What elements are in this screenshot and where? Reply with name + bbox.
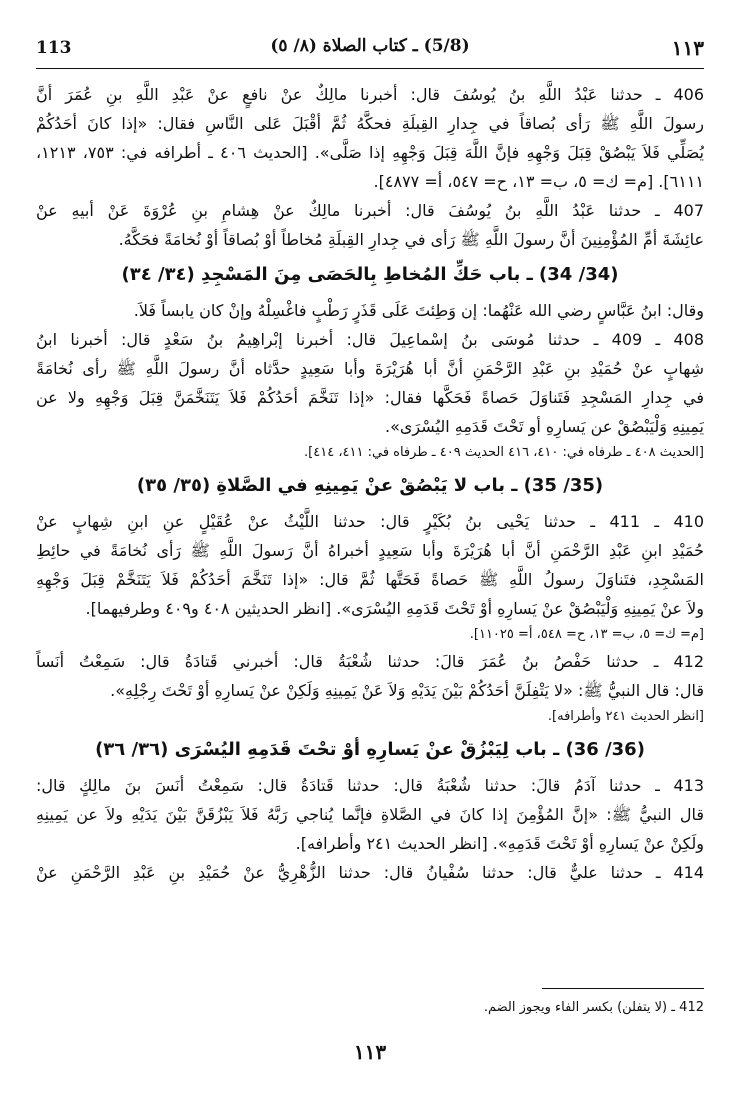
text-line: قال النبيُّ ﷺ: «إنَّ المُؤْمِنَ إذا كانَ في الصَّلاةِ فإنَّما يُناجي رَبَّهُ فَلاَ يَبْزُقَنَّ بَيْنَ يَدَيْهِ ولاَ عن يَمِينِهِ <box>36 805 704 824</box>
page-header <box>36 36 704 66</box>
text-line: قال: قال النبيُّ ﷺ: «لا يَتْفِلَنَّ أحَدُكُمْ بَيْنَ يَدَيْهِ وَلاَ عَنْ يَمِينِهِ وَلَكِنْ عنْ يَسارِهِ أوْ تَحْتَ رِجْلِهِ». <box>110 681 704 700</box>
text-line: 408 ـ 409 ـ حدثنا مُوسَى بنُ إسْماعِيلَ قال: أخبرنا إبْراهِيمُ بنُ سَعْدٍ قال: أخبرنا ابنُ <box>36 330 704 349</box>
text-line: وقال: ابنُ عَبَّاسٍ رضي الله عَنْهُما: إن وَطِئتَ عَلَى قَذَرٍ رَطْبٍ فاغْسِلْهُ وإنْ كان يابساً فَلاَ. <box>133 301 704 320</box>
text-line: في جِدارِ المَسْجِدِ فَتَناوَلَ حَصاةً فَحَكَّها فقال: «إذا تَنَخَّمَ أحَدُكُمْ فَلاَ يَتَنَخَّمَنَّ قِبَلَ وَجْهِهِ ولا عن <box>36 388 704 407</box>
text-line: 407 ـ حدثنا عَبْدُ اللَّهِ بنُ يُوسُفَ قال: أخبرنا مالِكٌ عنْ هِشامِ بنِ عُرْوَةَ عَنْ أبيهِ عنْ <box>36 201 704 220</box>
book-page <box>36 28 704 1078</box>
folio-number: ١١٣ <box>353 1040 387 1064</box>
chapter-heading: (36/ 36) ـ باب لِيَبْزُقْ عنْ يَسارِهِ أوْ تحْتَ قَدَمِهِ اليُسْرَى (٣٦/ ٣٦) <box>95 739 645 760</box>
text-line: 413 ـ حدثنا آدَمُ قالَ: حدثنا شُعْبَةُ قال: حدثنا قَتادَةُ قال: سَمِعْتُ أنَسَ بنَ مالِكٍ قال: <box>36 776 704 795</box>
text-line: 414 ـ حدثنا عليٌّ قال: حدثنا سُفْيانُ قال: حدثنا الزُّهْرِيُّ عنْ حُمَيْدِ بنِ عَبْدِ الرَّحْمَنِ عنْ <box>36 863 704 882</box>
chapter-heading: (34/ 34) ـ باب حَكِّ المُخاطِ بِالحَصَى مِنَ المَسْجِدِ (٣٤/ ٣٤) <box>121 264 619 285</box>
text-line: يَمِينِهِ وَلْيَبْصُقْ عن يَسارِهِ أو تَحْتَ قَدَمِهِ اليُسْرَى». <box>385 417 704 436</box>
text-line: حُمَيْدِ ابنِ عَبْدِ الرَّحْمَنِ أنَّ أبا هُرَيْرَةَ وأبا سَعِيدٍ أخبراهُ أنَّ رَسولَ اللَّهِ ﷺ رَأى نُخامَةً في حائِطِ <box>36 541 704 560</box>
text-line: يُصَلِّي فَلاَ يَبْصُقْ قِبَلَ وَجْهِهِ فإنَّ اللَّهَ قِبَلَ وَجْهِهِ إذا صَلَّى». [الحديث ٤٠٦ ـ أطرافه في: ٧٥٣، ١٢١٣، <box>36 143 704 162</box>
footnote: 412 ـ (لا يتفلن) بكسر الفاء ويجوز الضم. <box>483 1000 704 1015</box>
text-body <box>36 80 704 887</box>
text-line: ٦١١١]. [م= ك= ٥، ب= ١٣، ح= ٥٤٧، أ= ٤٨٧٧]. <box>373 172 704 191</box>
header-rule <box>36 68 704 69</box>
running-title: (5/8) ـ كتاب الصلاة (٨/ ٥) <box>270 36 470 56</box>
text-line: 410 ـ 411 ـ حدثنا يَحْيى بنُ بُكَيْرٍ قال: حدثنا اللَّيْثُ عنْ عُقَيْلٍ عنِ ابنِ شِهابٍ عنْ <box>36 512 704 531</box>
text-line: ولاَ عنْ يَمِينِهِ وَلْيَبْصُقْ عنْ يَسارِهِ أوْ تَحْتَ قَدَمِهِ اليُسْرَى». [انظر الحديثين ٤٠٨ و٤٠٩ وطرفيهما]. <box>85 599 704 618</box>
text-line: [م= ك= ٥، ب= ١٣، ح= ٥٤٨، أ= ١١٠٢٥]. <box>469 627 704 642</box>
text-line: عائِشَةَ أمِّ المُؤْمِنِينَ أنَّ رسولَ اللَّهِ ﷺ رَأى في جِدارِ القِبلَةِ مُخاطاً أوْ بُصاقاً أوْ نُخامَةً فحَكَّهُ. <box>118 230 704 249</box>
text-line: ولَكِنْ عنْ يَسارِهِ أوْ تَحْتَ قَدَمِهِ». [انظر الحديث ٢٤١ وأطرافه]. <box>295 834 704 853</box>
chapter-heading: (35/ 35) ـ باب لا يَبْصُقْ عنْ يَمِينِهِ في الصَّلاةِ (٣٥/ ٣٥) <box>136 475 604 496</box>
text-line: شِهابٍ عنْ حُمَيْدِ بنِ عَبْدِ الرَّحْمَنِ أنَّ أبا هُرَيْرَةَ وأبا سَعِيدٍ حدَّثاه أنَّ رسولَ اللَّهِ ﷺ رأى نُخامَةً <box>36 359 704 378</box>
page-number-latin: 113 <box>36 38 72 58</box>
footnote-rule <box>542 988 704 989</box>
text-line: رسولَ اللَّهِ ﷺ رَأى بُصاقاً في جِدارِ القِبلَةِ فحكَّهُ ثُمَّ أقْبَلَ عَلى النَّاسِ فقال: «إذا كانَ أحَدُكُمْ <box>36 114 704 133</box>
text-line: [انظر الحديث ٢٤١ وأطرافه]. <box>547 709 704 724</box>
page-number-arabic: ١١٣ <box>671 36 704 60</box>
text-line: [الحديث ٤٠٨ ـ طرفاه في: ٤١٠، ٤١٦ الحديث ٤٠٩ ـ طرفاه في: ٤١١، ٤١٤]. <box>304 445 704 460</box>
text-line: المَسْجِدِ، فتَناوَلَ رسولُ اللَّهِ ﷺ حَصاةً فَحَتَّها ثُمَّ قال: «إذا تَنَخَّمَ أحَدُكُمْ فَلاَ يَتَنَخَّمْ قِبَلَ وَجْهِهِ <box>36 570 704 589</box>
text-line: 406 ـ حدثنا عَبْدُ اللَّهِ بنُ يُوسُفَ قال: أخبرنا مالِكٌ عنْ نافعٍ عنْ عَبْدِ اللَّهِ بنِ عُمَرَ أنَّ <box>36 85 704 104</box>
text-line: 412 ـ حدثنا حَفْصُ بنُ عُمَرَ قالَ: حدثنا شُعْبَةُ قال: أخبرني قَتادَةُ قال: سَمِعْتُ أنَساً <box>36 652 704 671</box>
